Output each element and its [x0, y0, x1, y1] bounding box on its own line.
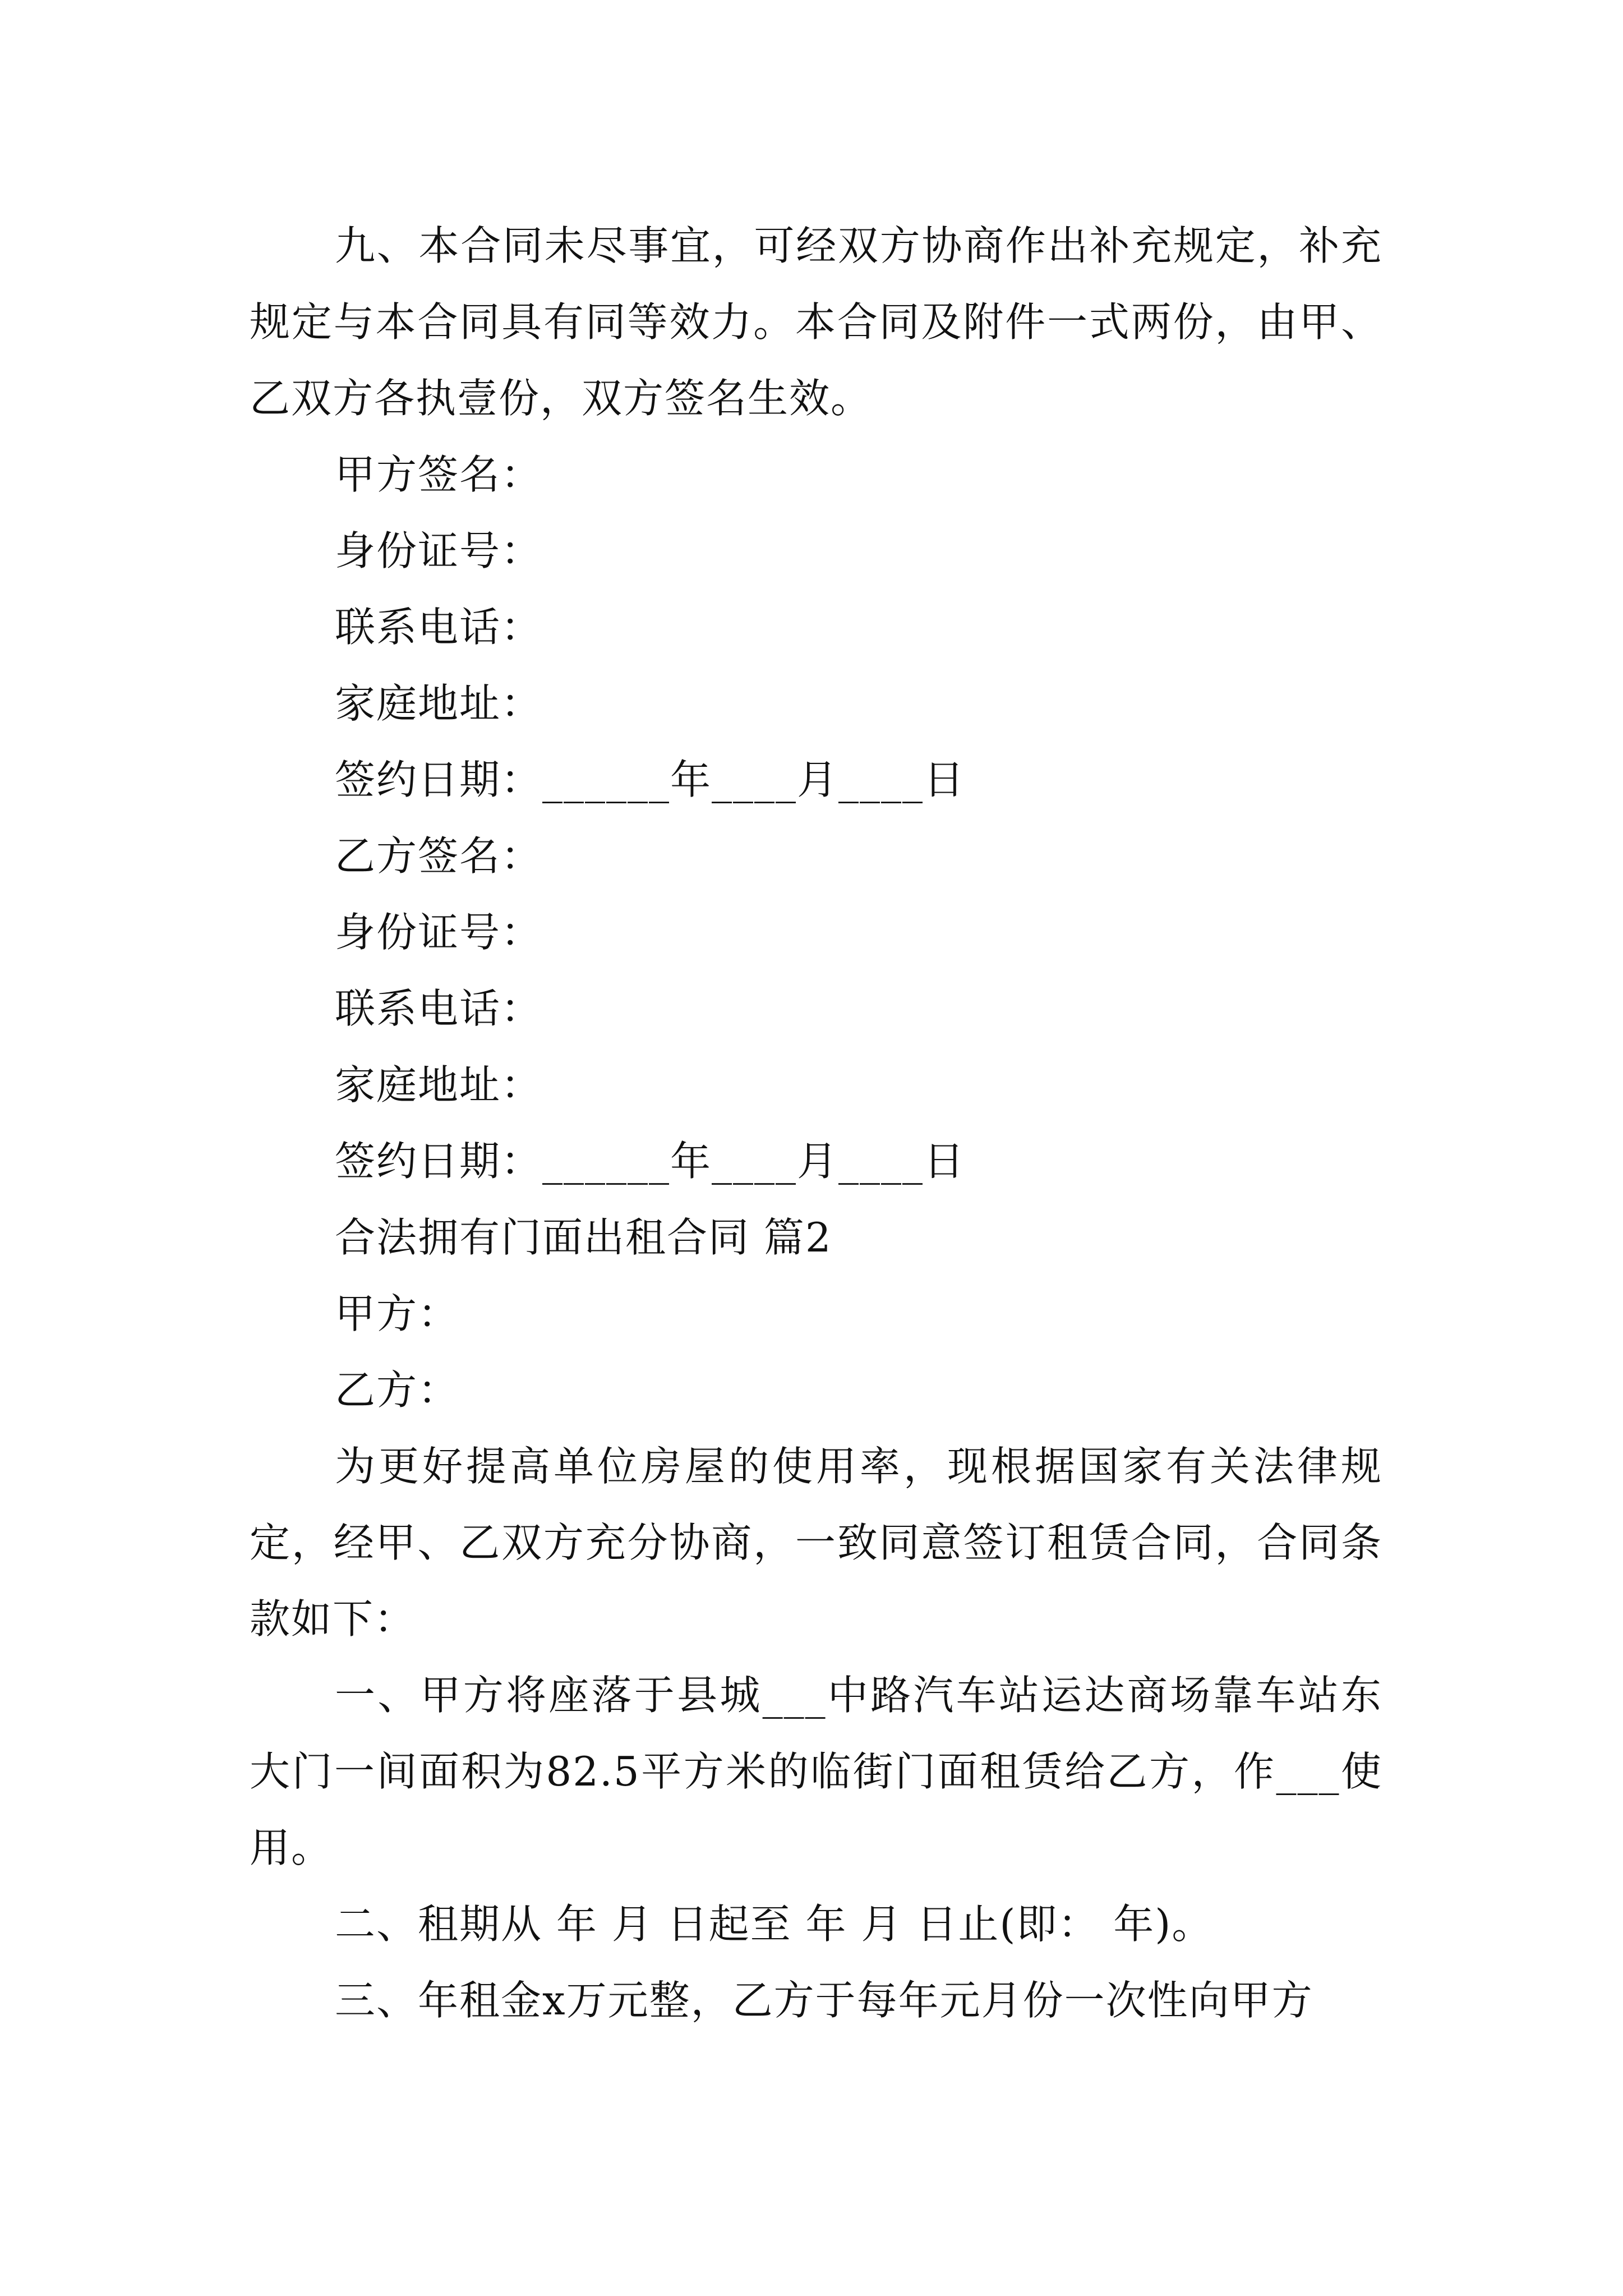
clause-one-paragraph: 一、甲方将座落于县城___中路汽车站运达商场靠车站东大门一间面积为82.5平方米的临街门面租赁给乙方，作___使用。 — [250, 1672, 1382, 1871]
party-b-id-number-label: 身份证号： — [335, 909, 543, 956]
party-a-address-label: 家庭地址： — [335, 680, 543, 727]
intro-paragraph: 为更好提高单位房屋的使用率，现根据国家有关法律规定，经甲、乙双方充分协商，一致同意签订租赁合同，合同条款如下： — [250, 1443, 1382, 1642]
section-heading: 合法拥有门面出租合同 篇2 — [335, 1214, 832, 1261]
party-a-phone-label: 联系电话： — [335, 604, 543, 651]
party-a-id-number-label: 身份证号： — [335, 527, 543, 574]
party-b-address-label: 家庭地址： — [335, 1061, 543, 1108]
clause-two-paragraph: 二、租期从 年 月 日起至 年 月 日止(即： 年)。 — [335, 1901, 1214, 1948]
party-b-phone-label: 联系电话： — [335, 985, 543, 1032]
clause-three-paragraph: 三、年租金x万元整，乙方于每年元月份一次性向甲方 — [335, 1977, 1313, 2024]
party-a-label: 甲方： — [335, 1290, 460, 1337]
clause-nine-paragraph: 九、本合同未尽事宜，可经双方协商作出补充规定，补充规定与本合同具有同等效力。本合同及附件一式两份，由甲、乙双方各执壹份，双方签名生效。 — [250, 222, 1382, 422]
party-a-signature-label: 甲方签名： — [335, 451, 543, 498]
party-b-label: 乙方： — [335, 1366, 460, 1414]
party-b-sign-date-line: 签约日期：______年____月____日 — [335, 1138, 966, 1185]
document-body — [250, 208, 1382, 2039]
party-b-signature-label: 乙方签名： — [335, 832, 543, 880]
party-a-sign-date-line: 签约日期：______年____月____日 — [335, 756, 966, 803]
